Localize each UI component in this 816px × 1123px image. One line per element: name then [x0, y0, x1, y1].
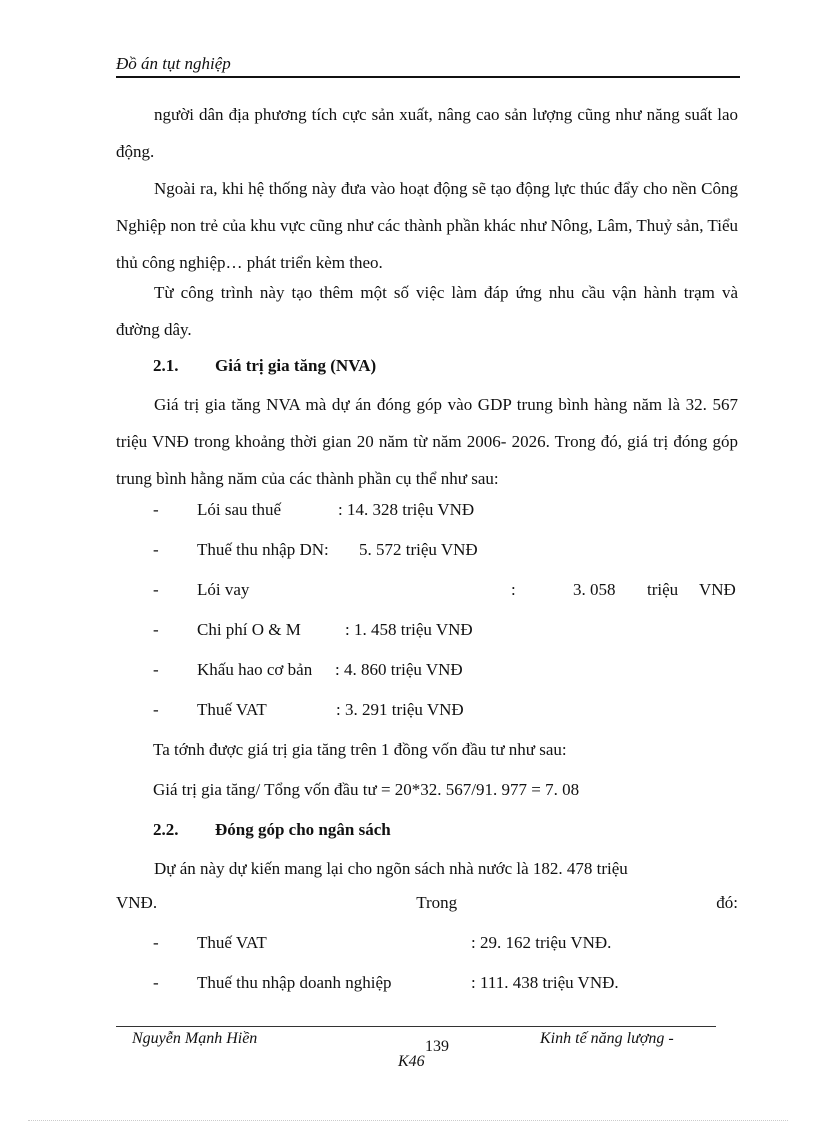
paragraph-2: [116, 170, 738, 281]
paragraph-1: [116, 96, 738, 170]
paragraph-3: [116, 274, 738, 348]
item-value: : 14. 328 triệu VNĐ: [338, 500, 475, 519]
item-label: Khấu hao cơ bản: [197, 660, 313, 679]
item-value: 5. 572 triệu VNĐ: [359, 540, 478, 559]
dash: -: [153, 933, 159, 952]
item-currency: VNĐ: [699, 580, 736, 599]
paragraph-4-text: Giá trị gia tăng NVA mà dự án đóng góp vào GDP trung bình hàng năm là 32. 567 triệu VNĐ trong khoảng thời gian 20 năm từ năm 2006- 2026. Trong đó, giá trị đóng góp trung bình hằng năm của các thành phần cụ thể như sau:: [116, 395, 738, 488]
dash: -: [153, 620, 159, 639]
paragraph-3-text: Từ công trình này tạo thêm một số việc làm đáp ứng nhu cầu vận hành trạm và đường dây.: [116, 283, 738, 339]
footer-department-cont: K46: [398, 1053, 425, 1070]
word: đó:: [716, 893, 738, 912]
footer-department: Kinh tế năng lượng -: [540, 1030, 674, 1047]
paragraph-7-last-line: [116, 893, 738, 913]
paragraph-1-text: người dân địa phương tích cực sản xuất, nâng cao sản lượng cũng như năng suất lao động.: [116, 105, 738, 161]
dash: -: [153, 973, 159, 992]
paragraph-7: [116, 850, 738, 887]
section-number: 2.1.: [153, 356, 179, 375]
page-header-title: Đồ án tụt nghiệp: [116, 54, 231, 73]
dash: -: [153, 540, 159, 559]
word: Trong: [416, 893, 458, 912]
section-title: Giá trị gia tăng (NVA): [215, 356, 377, 375]
page-bottom-divider: [28, 1120, 788, 1121]
item-colon: :: [511, 580, 516, 599]
item-label: Thuế thu nhập DN:: [197, 540, 329, 559]
text-line: Ta tớnh được giá trị gia tăng trên 1 đồng vốn đầu tư như sau:: [153, 740, 567, 759]
dash: -: [153, 500, 159, 519]
item-value: : 3. 291 triệu VNĐ: [336, 700, 464, 719]
item-unit: triệu: [647, 580, 679, 599]
item-value: : 29. 162 triệu VNĐ.: [471, 933, 612, 952]
item-amount: 3. 058: [573, 580, 616, 599]
dash: -: [153, 660, 159, 679]
item-label: Thuế thu nhập doanh nghiệp: [197, 973, 392, 992]
item-label: Thuế VAT: [197, 933, 267, 952]
word: VNĐ.: [116, 893, 158, 912]
item-label: Thuế VAT: [197, 700, 267, 719]
dash: -: [153, 700, 159, 719]
item-value: : 1. 458 triệu VNĐ: [345, 620, 473, 639]
footer-rule: [116, 1026, 716, 1027]
section-number: 2.2.: [153, 820, 179, 839]
header-rule: [116, 76, 740, 78]
section-heading-2-2: [153, 820, 391, 840]
item-label: Lói sau thuế: [197, 500, 282, 519]
item-label: Chi phí O & M: [197, 620, 301, 639]
item-value: : 111. 438 triệu VNĐ.: [471, 973, 619, 992]
dash: -: [153, 580, 159, 599]
page-number: 139: [425, 1038, 449, 1055]
paragraph-4: [116, 386, 738, 497]
footer-author: Nguyễn Mạnh Hiền: [132, 1030, 258, 1047]
item-label: Lói vay: [197, 580, 250, 599]
section-title: Đóng góp cho ngân sách: [215, 820, 391, 839]
paragraph-7-text: Dự án này dự kiến mang lại cho ngõn sách nhà nước là 182. 478 triệu: [154, 859, 628, 878]
item-value: : 4. 860 triệu VNĐ: [335, 660, 463, 679]
section-heading-2-1: [153, 356, 376, 376]
formula-line: Giá trị gia tăng/ Tổng vốn đầu tư = 20*32. 567/91. 977 = 7. 08: [153, 780, 580, 799]
paragraph-2-text: Ngoài ra, khi hệ thống này đưa vào hoạt động sẽ tạo động lực thúc đẩy cho nền Công Nghiệp non trẻ của khu vực cũng như các thành phần khác như Nông, Lâm, Thuỷ sản, Tiểu thủ công nghiệp… phát triển kèm theo.: [116, 179, 738, 272]
